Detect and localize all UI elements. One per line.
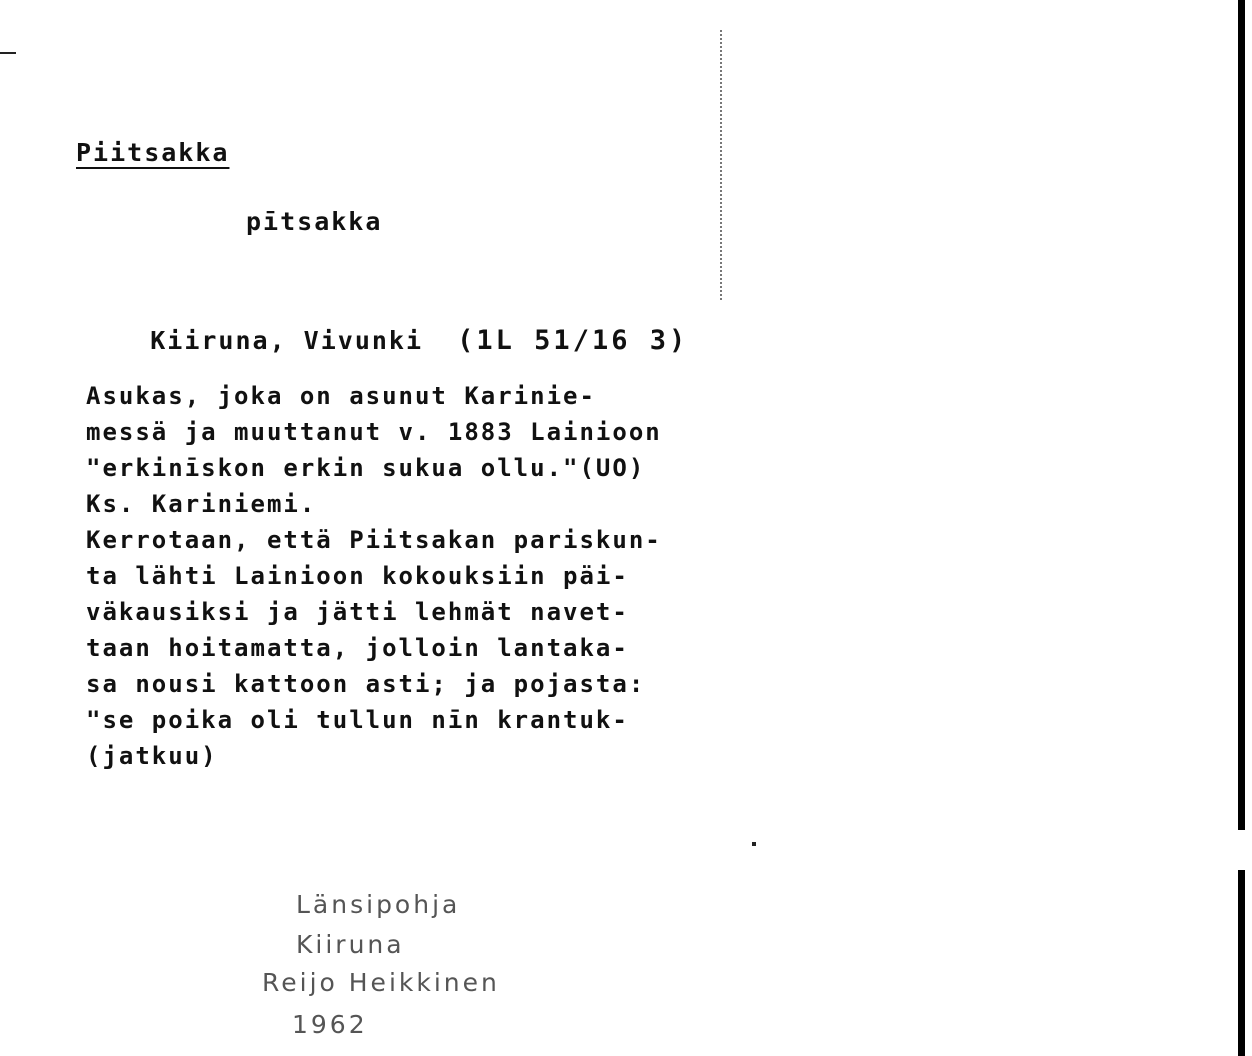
scan-mark xyxy=(0,52,16,54)
continued-note: (jatkuu) xyxy=(86,742,218,770)
scan-mark xyxy=(752,842,756,846)
body-line: sa nousi kattoon asti; ja pojasta: xyxy=(86,670,646,698)
body-line: Asukas, joka on asunut Karinie- xyxy=(86,382,596,410)
body-line: väkausiksi ja jätti lehmät navet- xyxy=(86,598,629,626)
location-text: Kiiruna, Vivunki xyxy=(150,326,424,355)
card-edge-gap xyxy=(1238,830,1245,870)
headword: pītsakka xyxy=(246,207,383,236)
fold-line xyxy=(720,30,724,300)
body-line: ta lähti Lainioon kokouksiin päi- xyxy=(86,562,629,590)
body-line: messä ja muuttanut v. 1883 Lainioon xyxy=(86,418,662,446)
location-line xyxy=(82,296,688,385)
archive-reference: (1L 51/16 3) xyxy=(457,325,689,356)
stamp-year: 1962 xyxy=(292,1010,368,1039)
stamp-parish: Kiiruna xyxy=(296,930,405,959)
card-title: Piitsakka xyxy=(76,138,230,167)
body-line: "erkinīskon erkin sukua ollu."(UO) xyxy=(86,454,646,482)
body-line: Ks. Kariniemi. xyxy=(86,490,317,518)
stamp-collector: Reijo Heikkinen xyxy=(262,968,500,997)
body-line: Kerrotaan, että Piitsakan pariskun- xyxy=(86,526,662,554)
description-text xyxy=(86,382,746,778)
body-line: "se poika oli tullun nīn krantuk- xyxy=(86,706,629,734)
body-line: taan hoitamatta, jolloin lantaka- xyxy=(86,634,629,662)
card-edge xyxy=(1238,0,1245,1056)
stamp-region: Länsipohja xyxy=(296,890,461,919)
